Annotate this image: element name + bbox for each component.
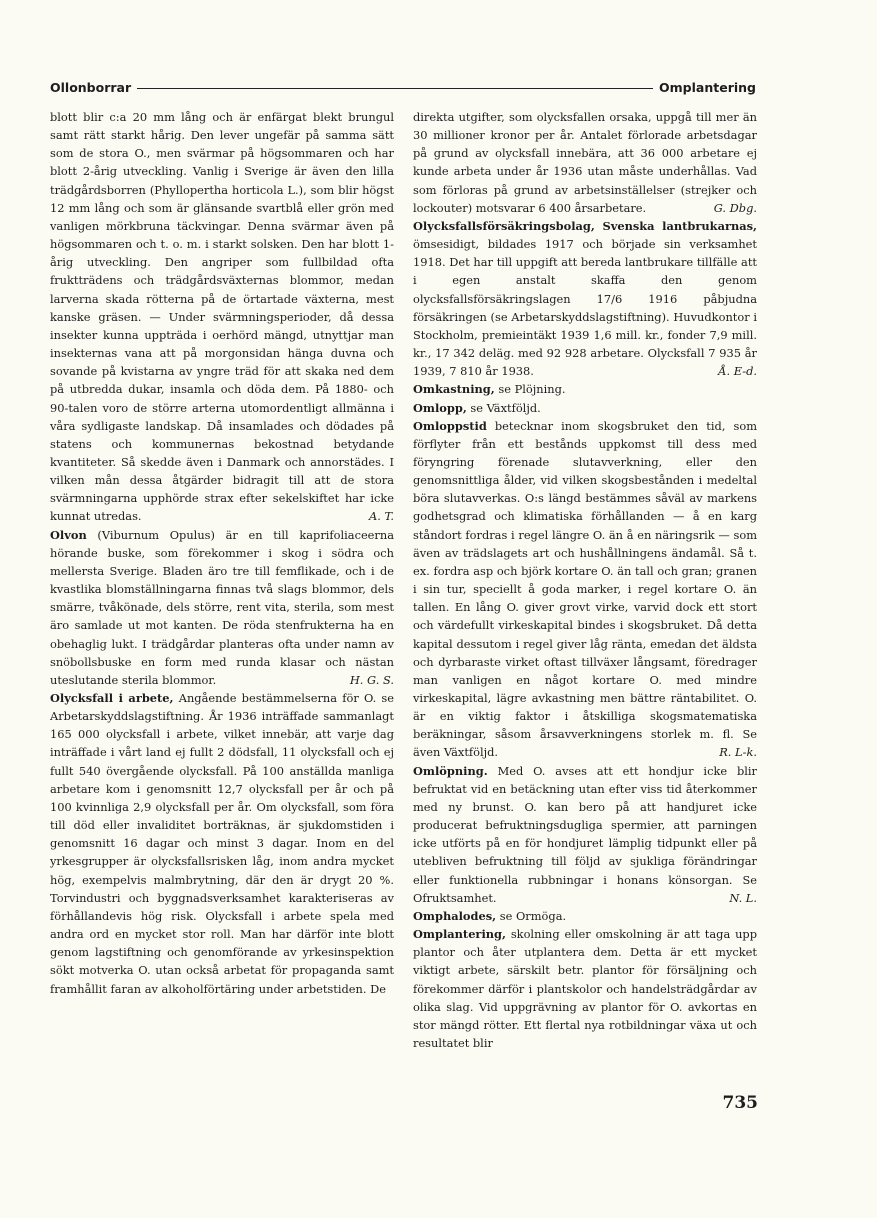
author-signature: Å. E-d. — [718, 364, 757, 379]
entry-omlopning — [413, 762, 757, 907]
entry-headword: Omkastning, — [413, 382, 495, 397]
entry-text: blott blir c:a 20 mm lång och är enfärgat blekt brungul samt rätt starkt hårig. Den lever ungefär på samma sätt som de stora O., men svärmar på högsommaren och har blott 2-årig utveckling. Vanlig i Sverige är även den lilla trädgårdsborren (Phyllopertha horticola L.), som blir högst 12 mm lång och som är glänsande svartblå eller grön med vanligen mörkbruna täckvingar. Denna svärmar även på högsommaren och t. o. m. i starkt solsken. Den har blott 1-årig utveckling. Den angriper som fullbildad ofta fruktträdens och trädgårdsväxternas blommor, medan larverna skada rötterna på de örtartade växterna, mest kanske gräsen. — Under svärmningsperioder, då dessa insekter kunna uppträda i oerhörd mängd, utnyttjar man insekternas vana att på morgonsidan hänga duvna och sovande på kvistarna av yngre träd för att skaka ned dem på utbredda dukar, insamla och döda dem. På 1880- och 90-talen voro de större arterna utomordentligt allmänna i våra sydligaste landskap. Då insamlades och dödades på statens och kommunernas bekostnad betydande kvantiteter. Så skedde även i Danmark och annorstädes. I vilken mån dessa åtgärder bidragit till att de stora svärmningarna upphörde strax efter sekelskiftet har icke kunnat utredas. — [50, 110, 394, 524]
entry-headword: Olvon — [50, 527, 87, 542]
entry-text: skolning eller omskolning är att taga upp plantor och åter utplantera dem. Detta är ett mycket viktigt arbete, särskilt betr. plantor för försäljning och förekommer därför i plantskolor och handelsträdgårdar av olika slag. Vid uppgrävning av plantor för O. avkortas en stor mängd rötter. Ett flertal nya rotbildningar växa ut och resultatet blir — [413, 927, 757, 1050]
running-header — [50, 80, 756, 95]
header-right-keyword: Omplantering — [659, 80, 756, 95]
entry-headword: Omloppstid — [413, 418, 487, 433]
entry-headword: Olycksfall i arbete, — [50, 691, 174, 705]
entry-text: ömsesidigt, bildades 1917 och började sin verksamhet 1918. Det har till uppgift att bereda lantbrukare tillfälle att i egen anstalt skaffa den genom olycksfallsförsäkringslagen 17/6 1916 påbjudna försäkringen (se Arbetarskyddslagstiftning). Huvudkontor i Stockholm, premieintäkt 1939 1,6 mill. kr., fonder 7,9 mill. kr., 17 342 deläg. med 92 928 arbetare. Olycksfall 7 935 år 1939, 7 810 år 1938. — [413, 237, 757, 379]
entry-headword: Omplantering, — [413, 927, 506, 942]
entry-omplantering — [413, 925, 757, 1052]
entry-olycksfall-continued — [413, 108, 757, 217]
entry-text: se Ormöga. — [499, 908, 567, 923]
page-number: 735 — [722, 1093, 758, 1113]
entry-headword: Olycksfallsförsäkringsbolag, Svenska lantbrukarnas, — [413, 218, 757, 233]
entry-olvon — [50, 526, 394, 689]
header-rule — [137, 88, 653, 89]
entry-olycksfall-i-arbete — [50, 689, 394, 998]
author-signature: R. L-k. — [719, 745, 757, 760]
author-signature: G. Dbg. — [713, 200, 757, 215]
right-column — [413, 108, 757, 1052]
entry-omlopp — [413, 399, 757, 417]
entry-omphalodes — [413, 907, 757, 925]
entry-omkastning — [413, 380, 757, 398]
entry-text: se Växtföljd. — [470, 400, 541, 415]
entry-omloppstid — [413, 417, 757, 762]
entry-headword: Omlöpning. — [413, 763, 488, 778]
author-signature: N. L. — [729, 890, 757, 905]
entry-headword: Omphalodes, — [413, 908, 497, 923]
entry-text: (Viburnum Opulus) är en till kaprifoliaceerna hörande buske, som förekommer i skog i södra och mellersta Sverige. Bladen äro tre till femflikade, och i de kvastlika blomställningarna finnas två slags blommor, dels smärre, tvåkönade, dels större, rent vita, sterila, som mest äro samlade ut mot kanten. De röda stenfrukterna ha en obehaglig lukt. I trädgårdar planteras ofta under namn av snöbollsbuske en form med runda klasar och nästan uteslutande sterila blommor. — [50, 527, 394, 687]
author-signature: A. T. — [368, 509, 394, 524]
entry-text: direkta utgifter, som olycksfallen orsaka, uppgå till mer än 30 millioner kronor per år. Antalet förlorade arbetsdagar på grund av olycksfall innebära, att 36 000 arbetare ej kunde arbeta under år 1936 utan måste underhållas. Vad som förloras på grund av arbetsinställelser (strejker och lockouter) motsvarar 6 400 årsarbetare. — [413, 110, 757, 215]
entry-ollonborrar-continued — [50, 108, 394, 526]
entry-headword: Omlopp, — [413, 400, 467, 415]
entry-text: Med O. avses att ett hondjur icke blir befruktat vid en betäckning utan efter viss tid återkommer med ny brunst. O. kan bero på att handjuret icke producerat befruktningsdugliga spermier, att parningen icke utförts på en för hondjuret lämplig tidpunkt eller på utebliven befruktning till följd av sjukliga förändringar eller funktionella rubbningar i honans könsorgan. Se Ofruktsamhet. — [413, 763, 757, 905]
entry-text: betecknar inom skogsbruket den tid, som förflyter från ett bestånds uppkomst till dess med föryngring förenade slutavverkning, eller den genomsnittliga ålder, vid vilken skogsbestånden i medeltal böra slutavverkas. O:s längd bestämmes såväl av markens godhetsgrad och klimatiska förhållanden — å en karg ståndort fordras i regel längre O. än å en näringsrik — som även av trädslagets art och hushållningens ändamål. Så t. ex. fordra asp och björk kortare O. än tall och gran; granen i sin tur, speciellt å goda marker, i regel kortare O. än tallen. En lång O. giver grovt virke, varvid dock ett stort och värdefullt virkeskapital bindes i skogsbruket. Då detta kapital dessutom i regel giver låg ränta, emedan det äldsta och dyrbaraste virket oftast tillväxer långsamt, föredrager man vanligen en något kortare O. med mindre virkeskapital, lägre avkastning men bättre räntabilitet. O. är en viktig faktor i åtskilliga skogsmatematiska beräkningar, såsom årsavverkningens storlek m. fl. Se även Växtföljd. — [413, 418, 757, 760]
header-left-keyword: Ollonborrar — [50, 80, 132, 95]
entry-olycksfallsforsakringsbolag — [413, 217, 757, 380]
entry-text: Angående bestämmelserna för O. se Arbetarskyddslagstiftning. År 1936 inträffade sammanlagt 165 000 olycksfall i arbete, vilket innebär, att varje dag inträffade i vårt land ej fullt 2 dödsfall, 11 olycksfall och ej fullt 540 övergående olycksfall. På 100 anställda manliga arbetare kom i genomsnitt 12,7 olycksfall per år och på 100 kvinnliga 2,9 olycksfall per år. Om olycksfall, som föra till död eller invaliditet borträknas, är sjukdomstiden i genomsnitt 16 dagar och minst 3 dagar. Inom en del yrkesgrupper är olycksfallsrisken låg, inom andra mycket hög, exempelvis malmbrytning, där den är drygt 20 %. Torvindustri och byggnadsverksamhet karakteriseras av förhållandevis hög risk. Olycksfall i arbete spela med andra ord en mycket stor roll. Man har därför inte blott genom lagstiftning och genomförande av yrkesinspektion sökt motverka O. utan också arbetat för propaganda samt framhållit faran av alkoholförtäring under arbetstiden. De — [50, 691, 395, 996]
entry-text: se Plöjning. — [498, 382, 566, 397]
author-signature: H. G. S. — [349, 672, 394, 687]
left-column — [50, 108, 394, 998]
